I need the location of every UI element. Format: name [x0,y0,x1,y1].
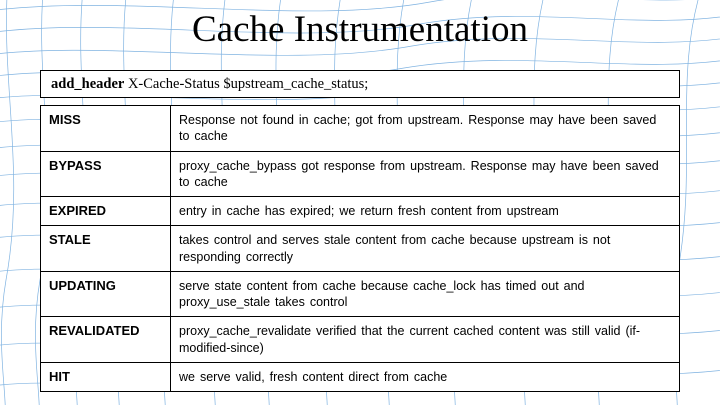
code-directive-text [41,76,368,93]
code-directive-args: X-Cache-Status $upstream_cache_status; [124,75,369,92]
status-description: we serve valid, fresh content direct from cache [171,362,680,391]
table-row [41,362,680,391]
status-key: MISS [41,106,171,152]
status-description: proxy_cache_bypass got response from upstream. Response may have been saved to cache [171,151,680,197]
table-row [41,271,680,317]
code-directive-box [40,70,680,98]
code-directive-keyword: add_header [51,75,125,92]
table-row [41,197,680,226]
table-row [41,106,680,152]
table-row [41,151,680,197]
status-key: UPDATING [41,271,171,317]
status-key: REVALIDATED [41,317,171,363]
status-key: HIT [41,362,171,391]
status-description: proxy_cache_revalidate verified that the current cached content was still valid (if-modified-since) [171,317,680,363]
status-description: Response not found in cache; got from upstream. Response may have been saved to cache [171,106,680,152]
page-title: Cache Instrumentation [192,9,528,50]
status-key: STALE [41,226,171,272]
table-row [41,317,680,363]
status-description: serve state content from cache because cache_lock has timed out and proxy_use_stale takes control [171,271,680,317]
cache-status-table [40,105,680,392]
status-key: EXPIRED [41,197,171,226]
status-description: takes control and serves stale content from cache because upstream is not responding correctly [171,226,680,272]
table-row [41,226,680,272]
status-key: BYPASS [41,151,171,197]
status-description: entry in cache has expired; we return fresh content from upstream [171,197,680,226]
